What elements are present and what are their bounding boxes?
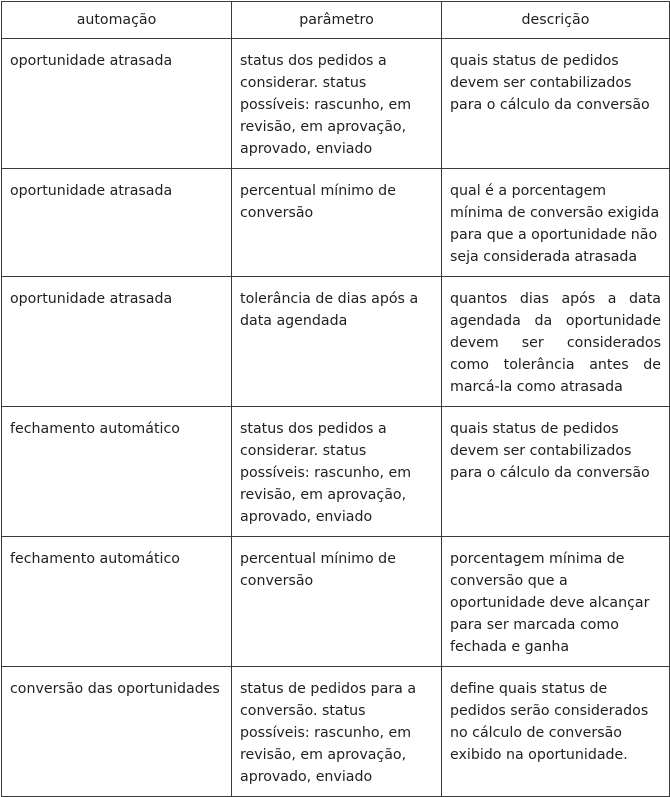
cell-descricao: quais status de pedidos devem ser contabilizados para o cálculo da conversão [442,407,670,537]
cell-parametro: tolerância de dias após a data agendada [232,277,442,407]
table-row [2,39,670,169]
cell-parametro: percentual mínimo de conversão [232,537,442,667]
cell-parametro: status dos pedidos a considerar. status possíveis: rascunho, em revisão, em aprovação, aprovado, enviado [232,407,442,537]
cell-parametro: status dos pedidos a considerar. status possíveis: rascunho, em revisão, em aprovação, aprovado, enviado [232,39,442,169]
cell-automacao: fechamento automático [2,407,232,537]
cell-parametro: status de pedidos para a conversão. status possíveis: rascunho, em revisão, em aprovação, aprovado, enviado [232,667,442,797]
cell-automacao: oportunidade atrasada [2,39,232,169]
cell-automacao: oportunidade atrasada [2,277,232,407]
automation-parameters-table [1,1,670,797]
table-row [2,169,670,277]
cell-automacao: oportunidade atrasada [2,169,232,277]
header-automacao: automação [2,2,232,39]
cell-descricao: define quais status de pedidos serão considerados no cálculo de conversão exibido na oportunidade. [442,667,670,797]
cell-parametro: percentual mínimo de conversão [232,169,442,277]
table-row [2,667,670,797]
table-row [2,537,670,667]
cell-descricao: quantos dias após a data agendada da oportunidade devem ser considerados como tolerância antes de marcá-la como atrasada [442,277,670,407]
table-row [2,407,670,537]
header-row [2,2,670,39]
cell-descricao: qual é a porcentagem mínima de conversão exigida para que a oportunidade não seja considerada atrasada [442,169,670,277]
table-row [2,277,670,407]
cell-automacao: conversão das oportunidades [2,667,232,797]
cell-descricao: quais status de pedidos devem ser contabilizados para o cálculo da conversão [442,39,670,169]
header-parametro: parâmetro [232,2,442,39]
cell-descricao: porcentagem mínima de conversão que a oportunidade deve alcançar para ser marcada como fechada e ganha [442,537,670,667]
cell-automacao: fechamento automático [2,537,232,667]
header-descricao: descrição [442,2,670,39]
